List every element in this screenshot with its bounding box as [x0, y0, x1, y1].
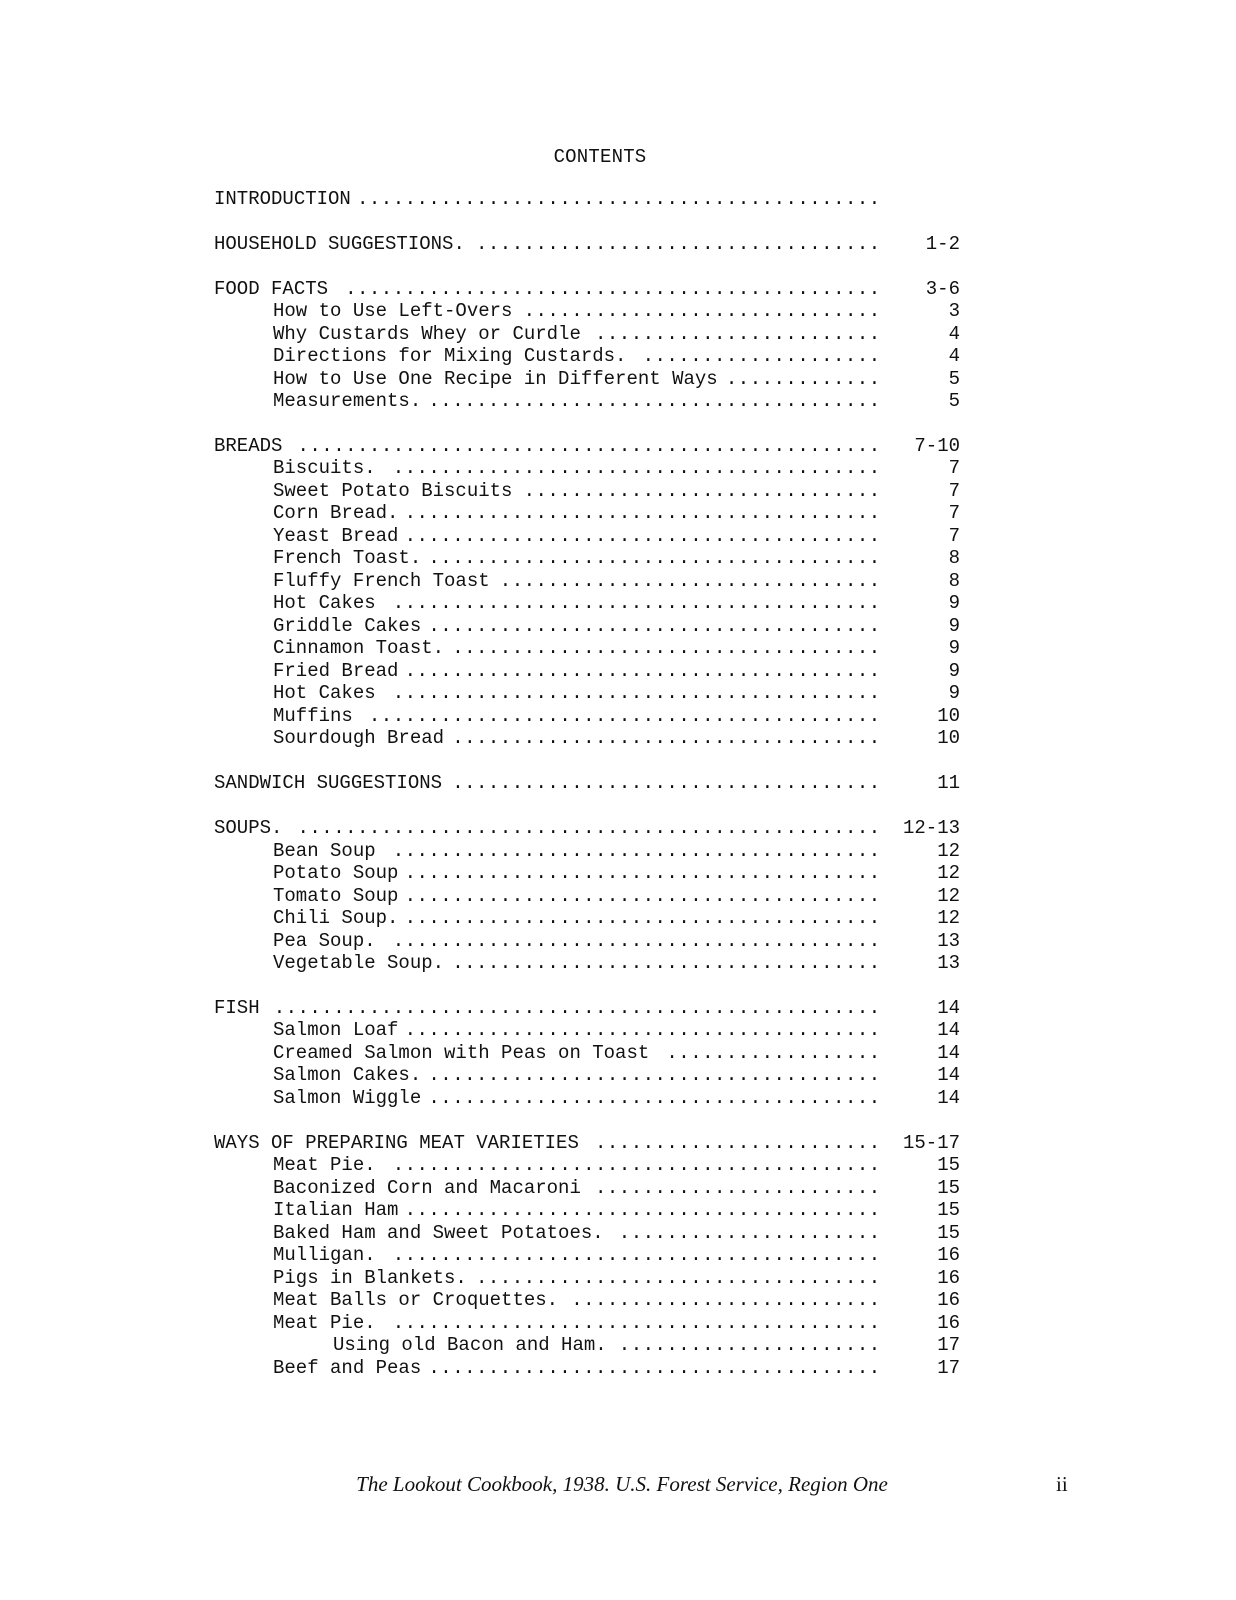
toc-entry: [0, 952, 1236, 975]
toc-section: [0, 817, 1236, 840]
toc-section: [0, 233, 1236, 256]
toc-entry-label: FISH: [214, 996, 260, 1019]
toc-entry: [0, 502, 1236, 525]
toc-entry-page: 9: [948, 637, 960, 660]
toc-leader-dots: ........................................: [404, 862, 881, 884]
toc-entry-label: Hot Cakes: [273, 682, 376, 705]
toc-leader-dots: .........................................: [392, 682, 881, 705]
toc-leader-dots: ...........................................: [368, 704, 881, 727]
toc-leader-dots: .........................................: [392, 592, 881, 615]
toc-leader-dots: ....................................: [452, 772, 881, 795]
toc-leader-dots: ....................................: [452, 952, 881, 974]
toc-entry: [0, 1064, 1236, 1087]
toc-entry: [0, 682, 1236, 705]
toc-entry: [0, 1154, 1236, 1177]
toc-entry: [0, 368, 1236, 391]
page-title: CONTENTS: [553, 146, 647, 168]
toc-entry-page: 10: [937, 727, 960, 750]
toc-leader-dots: .................................................: [297, 434, 881, 457]
toc-entry-page: 15-17: [902, 1131, 960, 1154]
toc-entry-label: Baked Ham and Sweet Potatoes.: [273, 1221, 604, 1244]
toc-entry-page: 14: [937, 996, 960, 1019]
toc-leader-dots: ........................................: [404, 1199, 881, 1222]
toc-entry: [0, 1357, 1236, 1380]
toc-entry-page: 5: [948, 367, 960, 390]
toc-entry-label: Fried Bread: [273, 659, 399, 682]
toc-entry-page: 3: [948, 300, 960, 323]
toc-entry-label: Pea Soup.: [273, 929, 376, 952]
toc-entry-page: 16: [937, 1289, 960, 1312]
toc-leader-dots: ........................: [595, 322, 881, 345]
toc-entry-label: French Toast.: [273, 547, 422, 570]
toc-leader-dots: ..................................: [476, 232, 881, 255]
toc-entry: [0, 480, 1236, 503]
toc-entry-label: Biscuits.: [273, 457, 376, 480]
toc-entry-label: Bean Soup: [273, 839, 376, 862]
toc-leader-dots: .........................................: [392, 457, 881, 480]
toc-entry-label: Potato Soup: [273, 862, 399, 884]
toc-entry-label: Directions for Mixing Custards.: [273, 345, 627, 368]
toc-entry-label: Sweet Potato Biscuits: [273, 479, 513, 502]
toc-entry-label: Salmon Cakes.: [273, 1064, 422, 1087]
toc-entry-page: 14: [937, 1064, 960, 1087]
toc-entry-page: 16: [937, 1244, 960, 1267]
toc-leader-dots: ........................................: [404, 1019, 881, 1042]
toc-entry-label: Salmon Wiggle: [273, 1086, 422, 1109]
toc-leader-dots: .........................................: [392, 929, 881, 952]
toc-entry: [0, 457, 1236, 480]
toc-entry-label: How to Use Left-Overs: [273, 300, 513, 323]
toc-entry-page: 14: [937, 1041, 960, 1064]
toc-leader-dots: ...................................................: [273, 996, 881, 1019]
toc-leader-dots: ..................: [666, 1041, 881, 1064]
toc-leader-dots: .........................................: [392, 839, 881, 862]
toc-entry: [0, 300, 1236, 323]
toc-leader-dots: ........................................: [404, 524, 881, 547]
toc-leader-dots: ....................: [642, 345, 881, 368]
footer-page-number: ii: [1056, 1472, 1068, 1496]
toc-entry-page: 17: [937, 1356, 960, 1379]
toc-entry-label: BREADS: [214, 434, 283, 457]
toc-entry: [0, 1312, 1236, 1335]
toc-entry-label: Corn Bread.: [273, 502, 399, 525]
toc-entry-page: 10: [937, 704, 960, 727]
toc-entry: [0, 615, 1236, 638]
toc-leader-dots: ........................................: [404, 884, 881, 907]
toc-entry-page: 17: [937, 1334, 960, 1357]
toc-entry-label: Chili Soup.: [273, 907, 399, 929]
toc-entry-page: 4: [948, 322, 960, 345]
toc-section: [0, 188, 1236, 211]
toc-leader-dots: ................................: [499, 569, 881, 592]
toc-entry-label: Why Custards Whey or Curdle: [273, 322, 581, 345]
toc-entry-page: 15: [937, 1199, 960, 1222]
toc-entry-page: 9: [948, 592, 960, 615]
toc-section: [0, 997, 1236, 1020]
toc-entry-label: Salmon Loaf: [273, 1019, 399, 1042]
toc-entry-page: 12: [937, 884, 960, 907]
toc-entry: [0, 862, 1236, 885]
toc-entry-label: Meat Pie.: [273, 1154, 376, 1177]
toc-leader-dots: .........................................: [392, 1311, 881, 1334]
footer-citation: The Lookout Cookbook, 1938. U.S. Forest Service, Region One: [356, 1472, 888, 1496]
toc-entry-label: Hot Cakes: [273, 592, 376, 615]
toc-entry-label: Beef and Peas: [273, 1356, 422, 1379]
toc-entry-page: 7: [948, 502, 960, 525]
toc-entry-label: Mulligan.: [273, 1244, 376, 1267]
toc-entry-page: 4: [948, 345, 960, 368]
toc-entry-label: HOUSEHOLD SUGGESTIONS.: [214, 232, 465, 255]
toc-entry-page: 8: [948, 547, 960, 570]
toc-entry-label: Yeast Bread: [273, 524, 399, 547]
toc-leader-dots: ........................................: [404, 502, 881, 525]
toc-entry: [0, 930, 1236, 953]
toc-entry: [0, 570, 1236, 593]
toc-entry: [0, 705, 1236, 728]
toc-entry-page: 7: [948, 479, 960, 502]
toc-entry-page: 9: [948, 659, 960, 682]
toc-entry-label: Muffins: [273, 704, 353, 727]
toc-entry-page: 13: [937, 929, 960, 952]
toc-leader-dots: .............................................: [345, 277, 881, 300]
toc-entry: [0, 592, 1236, 615]
toc-entry-label: SANDWICH SUGGESTIONS: [214, 772, 443, 795]
toc-entry-page: 3-6: [925, 277, 960, 300]
toc-leader-dots: .............: [725, 367, 881, 390]
toc-leader-dots: ......................: [618, 1221, 881, 1244]
toc-entry-page: 7: [948, 524, 960, 547]
toc-section: [0, 1132, 1236, 1155]
toc-entry: [0, 1267, 1236, 1290]
toc-entry-label: Italian Ham: [273, 1199, 399, 1222]
toc-leader-dots: ........................................: [404, 659, 881, 682]
toc-entry-label: Baconized Corn and Macaroni: [273, 1176, 581, 1199]
toc-entry: [0, 1244, 1236, 1267]
toc-leader-dots: ..........................: [571, 1289, 881, 1312]
toc-entry-page: 15: [937, 1154, 960, 1177]
toc-entry: [0, 660, 1236, 683]
toc-entry: [0, 525, 1236, 548]
toc-entry: [0, 1177, 1236, 1200]
toc-entry: [0, 637, 1236, 660]
toc-entry-label: Meat Pie.: [273, 1311, 376, 1334]
toc-leader-dots: .........................................: [392, 1154, 881, 1177]
toc-entry-page: 14: [937, 1086, 960, 1109]
toc-leader-dots: ..................................: [476, 1266, 881, 1289]
toc-entry-label: Pigs in Blankets.: [273, 1266, 467, 1289]
toc-entry: [0, 323, 1236, 346]
toc-entry: [0, 1087, 1236, 1110]
toc-entry-page: 7: [948, 457, 960, 480]
toc-entry-page: 9: [948, 614, 960, 637]
toc-entry-label: Sourdough Bread: [273, 727, 445, 750]
toc-section: [0, 772, 1236, 795]
toc-leader-dots: ............................................: [357, 188, 881, 210]
toc-leader-dots: ......................................: [428, 1086, 881, 1109]
toc-entry-label: Meat Balls or Croquettes.: [273, 1289, 559, 1312]
toc-entry-page: 14: [937, 1019, 960, 1042]
toc-leader-dots: ..............................: [523, 479, 881, 502]
toc-entry-page: 12: [937, 907, 960, 929]
toc-leader-dots: ........................................: [404, 907, 881, 929]
toc-entry: [0, 727, 1236, 750]
toc-entry-label: Creamed Salmon with Peas on Toast: [273, 1041, 650, 1064]
toc-entry-label: Using old Bacon and Ham.: [333, 1334, 607, 1357]
toc-entry-label: Cinnamon Toast.: [273, 637, 445, 660]
toc-entry-page: 5: [948, 390, 960, 413]
toc-entry: [0, 1199, 1236, 1222]
toc-entry-label: Tomato Soup: [273, 884, 399, 907]
toc-entry-page: 8: [948, 569, 960, 592]
toc-entry: [0, 345, 1236, 368]
toc-leader-dots: ....................................: [452, 637, 881, 660]
toc-entry: [0, 1019, 1236, 1042]
toc-entry-label: Measurements.: [273, 390, 422, 413]
toc-leader-dots: .........................................: [392, 1244, 881, 1267]
toc-entry: [0, 885, 1236, 908]
toc-entry-page: 7-10: [914, 434, 960, 457]
toc-entry-page: 12: [937, 839, 960, 862]
toc-entry-page: 13: [937, 952, 960, 974]
toc-leader-dots: ....................................: [452, 727, 881, 750]
toc-leader-dots: ..............................: [523, 300, 881, 323]
toc-section: [0, 435, 1236, 458]
toc-leader-dots: ........................: [595, 1176, 881, 1199]
toc-entry: [0, 1042, 1236, 1065]
toc-leader-dots: ......................................: [428, 547, 881, 570]
toc-entry: [0, 390, 1236, 413]
toc-leader-dots: ......................................: [428, 390, 881, 413]
toc-entry-label: Griddle Cakes: [273, 614, 422, 637]
toc-leader-dots: ........................: [595, 1131, 881, 1154]
toc-entry-label: Fluffy French Toast: [273, 569, 490, 592]
toc-entry-label: INTRODUCTION: [214, 188, 351, 210]
toc-entry-page: 16: [937, 1311, 960, 1334]
toc-entry-label: SOUPS.: [214, 817, 283, 839]
toc-leader-dots: ......................................: [428, 1064, 881, 1087]
toc-entry-page: 12: [937, 862, 960, 884]
toc-leader-dots: .................................................: [297, 817, 881, 839]
toc-entry-label: Vegetable Soup.: [273, 952, 445, 974]
toc-section: [0, 278, 1236, 301]
toc-entry: [0, 1222, 1236, 1245]
toc-entry-page: 15: [937, 1221, 960, 1244]
toc-leader-dots: ......................: [618, 1334, 881, 1357]
toc-entry: [0, 1289, 1236, 1312]
toc-entry-page: 16: [937, 1266, 960, 1289]
toc-entry-page: 1-2: [925, 232, 960, 255]
toc-entry: [0, 840, 1236, 863]
toc-leader-dots: ......................................: [428, 614, 881, 637]
toc-leader-dots: ......................................: [428, 1356, 881, 1379]
toc-entry-page: 15: [937, 1176, 960, 1199]
toc-entry: [0, 547, 1236, 570]
toc-entry: [0, 1334, 1236, 1357]
toc-entry: [0, 907, 1236, 930]
toc-entry-page: 9: [948, 682, 960, 705]
toc-entry-label: How to Use One Recipe in Different Ways: [273, 367, 718, 390]
toc-entry-page: 11: [937, 772, 960, 795]
toc-entry-label: FOOD FACTS: [214, 277, 329, 300]
toc-entry-label: WAYS OF PREPARING MEAT VARIETIES: [214, 1131, 579, 1154]
toc-entry-page: 12-13: [902, 817, 960, 839]
